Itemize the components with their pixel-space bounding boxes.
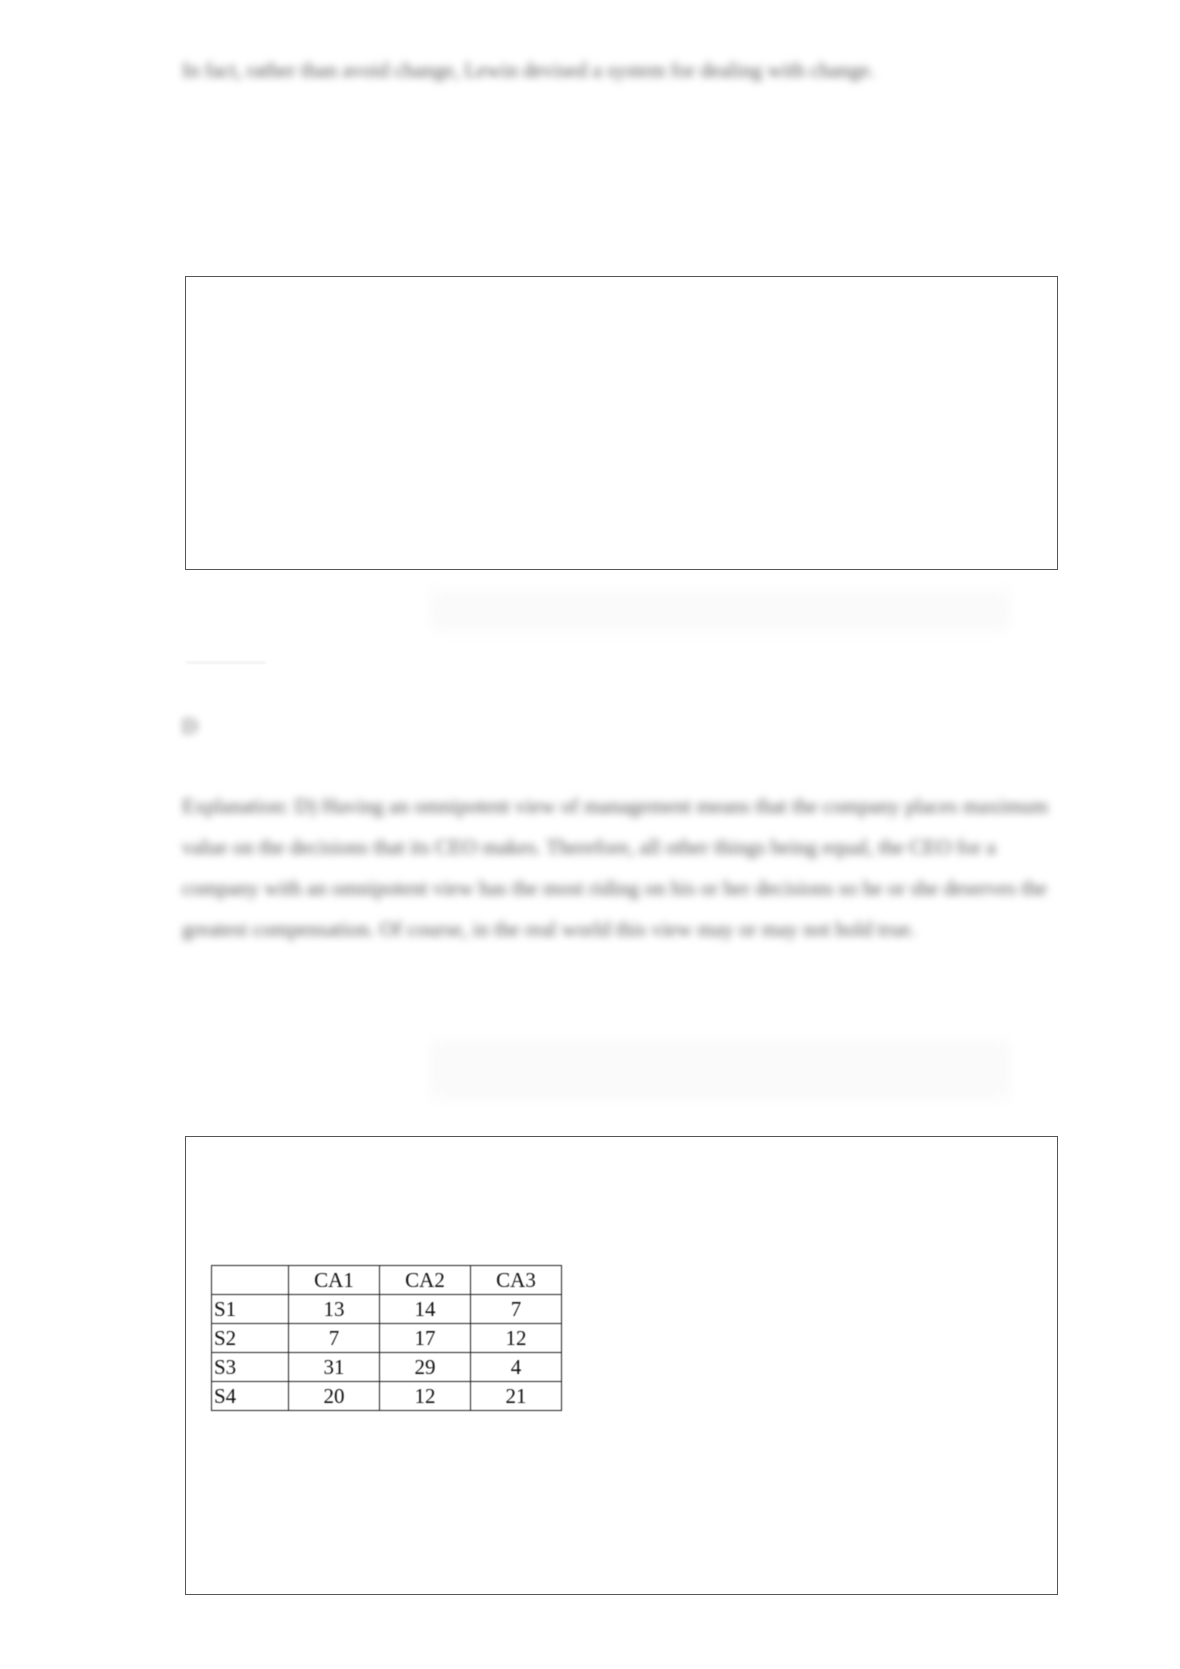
- table-header-cell: CA1: [289, 1266, 380, 1295]
- table-cell: 7: [471, 1295, 562, 1324]
- table-cell: 14: [380, 1295, 471, 1324]
- table-row: [212, 1382, 562, 1411]
- top-paragraph: In fact, rather than avoid change, Lewin devised a system for dealing with change.: [182, 58, 875, 82]
- table-cell: 7: [289, 1324, 380, 1353]
- table-header-cell: CA2: [380, 1266, 471, 1295]
- row-label: S4: [212, 1382, 289, 1411]
- table-row: [212, 1295, 562, 1324]
- blank-answer-box: [185, 276, 1058, 570]
- explanation-paragraph: Explanation: D) Having an omnipotent view of management means that the company places maximum value on the decisions that its CEO makes. Therefore, all other things being equal, the CEO for a company with an omnipotent view has the most riding on his or her decisions so he or she deserves the greatest compensation. Of course, in the real world this view may or may not hold true.: [182, 794, 1049, 941]
- row-label: S2: [212, 1324, 289, 1353]
- table-header-row: [212, 1266, 562, 1295]
- table-cell: 29: [380, 1353, 471, 1382]
- table-cell: 31: [289, 1353, 380, 1382]
- row-label: S1: [212, 1295, 289, 1324]
- table-cell: 13: [289, 1295, 380, 1324]
- table-cell: 12: [471, 1324, 562, 1353]
- table-row: [212, 1353, 562, 1382]
- data-table: [211, 1265, 562, 1411]
- table-row: [212, 1324, 562, 1353]
- table-header-cell: CA3: [471, 1266, 562, 1295]
- table-cell: 20: [289, 1382, 380, 1411]
- answer-letter: D: [182, 714, 198, 738]
- table-cell: 12: [380, 1382, 471, 1411]
- short-divider: [186, 662, 266, 663]
- table-cell: 4: [471, 1353, 562, 1382]
- faint-background-artifact: [430, 1040, 1010, 1100]
- faint-background-artifact: [430, 590, 1010, 630]
- table-cell: 17: [380, 1324, 471, 1353]
- table-header-corner: [212, 1266, 289, 1295]
- table-cell: 21: [471, 1382, 562, 1411]
- row-label: S3: [212, 1353, 289, 1382]
